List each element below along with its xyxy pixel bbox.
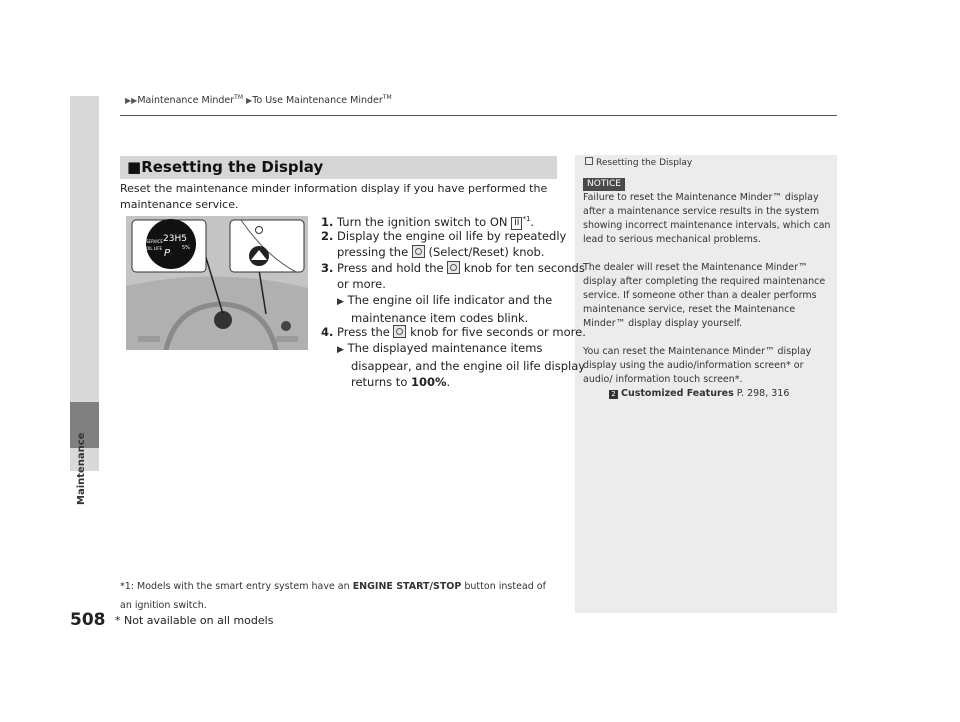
gauge-service-label: SERVICE [146,239,163,244]
gauge-oil-life-label: OIL LIFE [146,246,163,251]
step-1: 1. Turn the ignition switch to ON II $^{*1}$. [321,214,535,229]
breadcrumb: ▶▶Maintenance Minder™ ▶To Use Maintenance Minder™ [125,94,392,107]
dashboard-illustration [126,216,308,350]
panel-title: Resetting the Display [585,157,692,168]
breadcrumb-item[interactable]: Maintenance Minder [137,95,235,107]
gauge-percent: 5% [182,245,190,251]
breadcrumb-item[interactable]: To Use Maintenance Minder [252,95,383,107]
dashboard-drawing [126,216,308,350]
intro-text: Reset the maintenance minder information display if you have performed the maintenance service. [120,182,548,211]
step-3: 3. Press and hold the knob for ten seconds or more. ▶ The engine oil life indicator and the maintenance item codes blink. [321,261,585,325]
panel-paragraph: You can reset the Maintenance Minder™ display display using the audio/information screen* or audio/ information touch screen*. [583,346,812,385]
cross-reference-link[interactable]: 2 Customized Features P. 298, 316 [583,387,831,401]
result-arrow-icon: ▶ [337,345,344,355]
breadcrumb-arrow-icon: ▶▶ [125,96,138,106]
page-number: 508 [70,610,106,630]
reference-arrow-icon: 2 [609,390,618,399]
breadcrumb-arrow-icon: ▶ [246,96,253,106]
footnote: *1: Models with the smart entry system have an ENGINE START/STOP button instead of an ignition switch. [120,581,546,611]
notice-badge: NOTICE [583,178,625,191]
panel-body [583,191,831,401]
section-heading: ■Resetting the Display [127,158,324,176]
select-reset-knob-icon [393,325,406,338]
select-reset-knob-icon [447,261,460,274]
panel-paragraph: Failure to reset the Maintenance Minder™ display after a maintenance service results in the system showing incorrect maintenance intervals, which can lead to serious mechanical problems. [583,192,831,245]
result-arrow-icon: ▶ [337,297,344,307]
step-4: 4. Press the knob for five seconds or more. ▶ The displayed maintenance items disappear, and the engine oil life display returns to 100%. [321,325,586,389]
note-icon [585,157,593,165]
ignition-on-symbol: II [511,217,522,230]
gauge-gear: P [164,248,171,259]
gauge-digits: 23H5 [163,234,187,244]
panel-paragraph: The dealer will reset the Maintenance Minder™ display after completing the required maintenance service. If someone other than a dealer performs maintenance service, reset the Maintenance Minder™ display display yourself. [583,262,826,329]
availability-note: * Not available on all models [115,614,274,627]
step-2: 2. Display the engine oil life by repeatedly pressing the (Select/Reset) knob. [321,229,567,259]
select-reset-knob-icon [412,245,425,258]
side-label: Maintenance [76,432,87,505]
header-rule [120,115,837,116]
